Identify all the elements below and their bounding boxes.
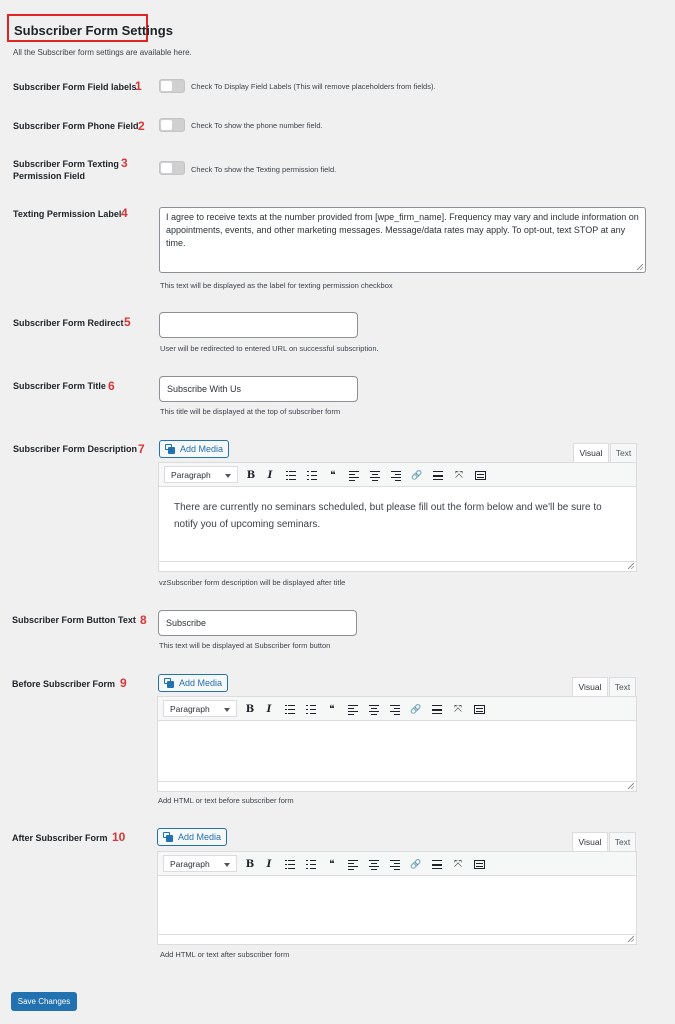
editor-toolbar <box>159 463 636 487</box>
page-description: All the Subscriber form settings are available here. <box>13 48 192 57</box>
format-select[interactable] <box>163 700 237 717</box>
title-help: This title will be displayed at the top of subscriber form <box>160 407 341 416</box>
align-right-icon[interactable] <box>388 857 402 871</box>
link-icon[interactable]: 🔗 <box>410 858 422 869</box>
editor-statusbar <box>158 781 636 791</box>
resize-grip[interactable] <box>628 783 634 789</box>
numbered-list-icon[interactable] <box>305 468 319 482</box>
phone-field-number: 2 <box>138 119 145 133</box>
add-media-icon <box>165 444 176 454</box>
blockquote-icon[interactable]: ❝ <box>330 469 336 481</box>
toggle-knob <box>161 120 172 130</box>
blockquote-icon[interactable]: ❝ <box>329 858 335 870</box>
add-media-label: Add Media <box>180 444 224 454</box>
format-select-value: Paragraph <box>171 470 211 480</box>
chevron-down-icon <box>224 863 230 867</box>
numbered-list-icon[interactable] <box>304 702 318 716</box>
add-media-button[interactable] <box>158 674 228 692</box>
title-label: Subscriber Form Title <box>13 381 106 391</box>
link-icon[interactable]: 🔗 <box>411 469 423 480</box>
toolbar-toggle-icon[interactable] <box>472 857 486 871</box>
editor-toolbar <box>158 697 636 721</box>
resize-grip[interactable] <box>628 563 634 569</box>
link-icon[interactable]: 🔗 <box>410 703 422 714</box>
texting-label-help: This text will be displayed as the label for texting permission checkbox <box>160 281 393 290</box>
bullet-list-icon[interactable] <box>283 702 297 716</box>
after-form-editor[interactable] <box>157 851 637 945</box>
field-labels-number: 1 <box>135 79 142 93</box>
texting-field-label-line2: Permission Field <box>13 171 86 181</box>
texting-field-label-line1: Subscriber Form Texting <box>13 159 119 169</box>
align-center-icon[interactable] <box>367 857 381 871</box>
tab-text[interactable]: Text <box>609 677 636 696</box>
add-media-label: Add Media <box>179 678 223 688</box>
numbered-list-icon[interactable] <box>304 857 318 871</box>
bullet-list-icon[interactable] <box>283 857 297 871</box>
bold-icon[interactable]: B <box>245 703 255 715</box>
align-right-icon[interactable] <box>388 702 402 716</box>
toolbar-toggle-icon[interactable] <box>472 702 486 716</box>
redirect-number: 5 <box>124 315 131 329</box>
fullscreen-icon[interactable]: ⤧ <box>454 858 462 870</box>
texting-label-textarea[interactable] <box>159 207 646 273</box>
tab-visual[interactable]: Visual <box>572 832 608 851</box>
tab-text[interactable]: Text <box>609 832 636 851</box>
read-more-icon[interactable] <box>431 468 445 482</box>
after-form-label: After Subscriber Form <box>12 833 108 843</box>
redirect-input[interactable] <box>159 312 358 338</box>
description-number: 7 <box>138 442 145 456</box>
italic-icon[interactable]: I <box>266 858 272 870</box>
toolbar-toggle-icon[interactable] <box>473 468 487 482</box>
bold-icon[interactable]: B <box>245 858 255 870</box>
phone-field-label: Subscriber Form Phone Field <box>13 121 139 131</box>
toggle-knob <box>161 163 172 173</box>
chevron-down-icon <box>225 474 231 478</box>
phone-field-help: Check To show the phone number field. <box>191 121 323 130</box>
resize-grip[interactable] <box>628 936 634 942</box>
align-left-icon[interactable] <box>346 702 360 716</box>
phone-field-toggle[interactable] <box>159 118 185 132</box>
button-text-input[interactable]: Subscribe <box>158 610 357 636</box>
bold-icon[interactable]: B <box>246 469 256 481</box>
description-content[interactable]: There are currently no seminars scheduled, but please fill out the form below and we'll be sure to notify you of upcoming seminars. <box>174 502 602 530</box>
button-text-label: Subscriber Form Button Text <box>12 615 136 625</box>
format-select-value: Paragraph <box>170 859 210 869</box>
texting-label-number: 4 <box>121 206 128 220</box>
fullscreen-icon[interactable]: ⤧ <box>454 703 462 715</box>
tab-visual[interactable]: Visual <box>572 677 608 696</box>
chevron-down-icon <box>224 708 230 712</box>
format-select-value: Paragraph <box>170 704 210 714</box>
align-left-icon[interactable] <box>347 468 361 482</box>
add-media-button[interactable] <box>159 440 229 458</box>
redirect-help: User will be redirected to entered URL on successful subscription. <box>160 344 379 353</box>
before-form-editor[interactable] <box>157 696 637 792</box>
redirect-label: Subscriber Form Redirect <box>13 318 124 328</box>
field-labels-label: Subscriber Form Field labels <box>13 82 137 92</box>
read-more-icon[interactable] <box>430 857 444 871</box>
resize-grip[interactable] <box>637 264 643 270</box>
italic-icon[interactable]: I <box>267 469 273 481</box>
description-label: Subscriber Form Description <box>13 444 138 454</box>
texting-label-label: Texting Permission Label <box>13 209 122 219</box>
button-text-help: This text will be displayed at Subscriber form button <box>159 641 331 650</box>
add-media-button[interactable] <box>157 828 227 846</box>
texting-field-help: Check To show the Texting permission field. <box>191 165 337 174</box>
italic-icon[interactable]: I <box>266 703 272 715</box>
save-changes-button[interactable]: Save Changes <box>11 992 77 1011</box>
page-title: Subscriber Form Settings <box>7 14 148 42</box>
fullscreen-icon[interactable]: ⤧ <box>455 469 463 481</box>
read-more-icon[interactable] <box>430 702 444 716</box>
description-help: vzSubscriber form description will be displayed after title <box>159 578 346 587</box>
format-select[interactable] <box>163 855 237 872</box>
before-form-help: Add HTML or text before subscriber form <box>158 796 294 805</box>
align-center-icon[interactable] <box>367 702 381 716</box>
texting-label-value: I agree to receive texts at the number provided from [wpe_firm_name]. Frequency may vary and include information on appointments, events, and other marketing messages. Message/data rates may apply. To opt-out, text STOP at any time. <box>166 212 639 248</box>
before-form-label: Before Subscriber Form <box>12 679 116 689</box>
after-form-number: 10 <box>112 830 126 844</box>
align-center-icon[interactable] <box>368 468 382 482</box>
editor-statusbar <box>158 934 636 944</box>
align-right-icon[interactable] <box>389 468 403 482</box>
editor-toolbar <box>158 852 636 876</box>
title-number: 6 <box>108 379 115 393</box>
texting-field-toggle[interactable] <box>159 161 185 175</box>
bullet-list-icon[interactable] <box>284 468 298 482</box>
add-media-icon <box>163 832 174 842</box>
button-text-number: 8 <box>140 613 147 627</box>
toggle-knob <box>161 81 172 91</box>
texting-field-number: 3 <box>121 156 128 170</box>
format-select[interactable] <box>164 466 238 483</box>
tab-visual[interactable]: Visual <box>573 443 609 462</box>
field-labels-toggle[interactable] <box>159 79 185 93</box>
blockquote-icon[interactable]: ❝ <box>329 703 335 715</box>
add-media-icon <box>164 678 175 688</box>
description-editor[interactable] <box>158 462 637 572</box>
align-left-icon[interactable] <box>346 857 360 871</box>
before-form-number: 9 <box>120 676 127 690</box>
field-labels-help: Check To Display Field Labels (This will remove placeholders from fields). <box>191 82 436 91</box>
editor-statusbar <box>159 561 636 571</box>
tab-text[interactable]: Text <box>610 443 637 462</box>
after-form-help: Add HTML or text after subscriber form <box>160 950 290 959</box>
add-media-label: Add Media <box>178 832 222 842</box>
after-form-content[interactable] <box>158 876 636 900</box>
before-form-content[interactable] <box>158 721 636 745</box>
title-input[interactable]: Subscribe With Us <box>159 376 358 402</box>
